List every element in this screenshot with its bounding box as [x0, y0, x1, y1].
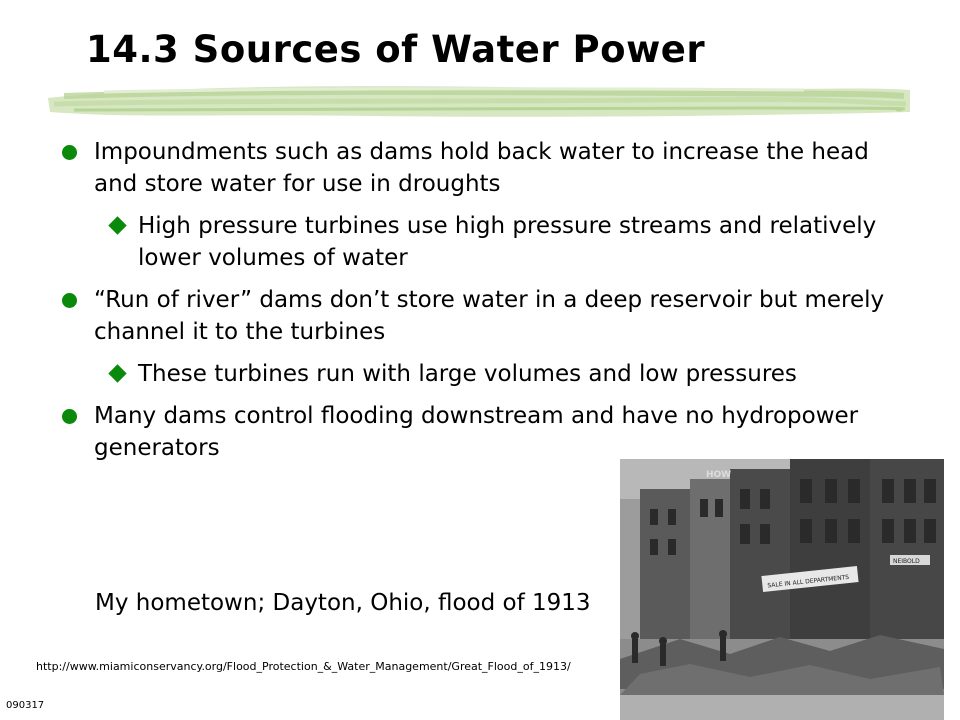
source-url[interactable]: http://www.miamiconservancy.org/Flood_Protection_&_Water_Management/Great_Flood_of_1913/	[36, 660, 571, 673]
green-diamond-bullet-icon	[108, 364, 126, 382]
green-diamond-bullet-icon	[108, 216, 126, 234]
sub-bullet-text: These turbines run with large volumes and low pressures	[138, 361, 797, 387]
footer-code: 090317	[6, 700, 45, 711]
bullet-item	[60, 284, 900, 348]
photo-caption: My hometown; Dayton, Ohio, flood of 1913	[95, 590, 591, 616]
green-dot-bullet-icon	[62, 145, 77, 160]
decorative-brush-stroke	[44, 78, 914, 122]
slide-title: 14.3 Sources of Water Power	[86, 28, 706, 71]
bullet-item	[60, 400, 900, 464]
green-dot-bullet-icon	[62, 293, 77, 308]
bullet-item	[60, 136, 900, 200]
sub-bullet-item	[60, 210, 900, 274]
store-sign: NEIBOLD	[893, 558, 920, 565]
bullet-list	[60, 136, 900, 474]
flood-photo	[620, 459, 944, 720]
sub-bullet-item	[60, 358, 900, 390]
bullet-text: Impoundments such as dams hold back water to increase the head and store water for use in droughts	[94, 139, 869, 197]
flood-street-scene	[620, 459, 944, 720]
green-dot-bullet-icon	[62, 409, 77, 424]
bullet-text: Many dams control flooding downstream and have no hydropower generators	[94, 403, 859, 461]
sub-bullet-text: High pressure turbines use high pressure streams and relatively lower volumes of water	[138, 213, 877, 271]
banner-sign: SALE IN ALL DEPARTMENTS	[767, 573, 850, 590]
bullet-text: “Run of river” dams don’t store water in a deep reservoir but merely channel it to the turbines	[94, 287, 885, 345]
top-sign: HOW	[706, 470, 732, 480]
